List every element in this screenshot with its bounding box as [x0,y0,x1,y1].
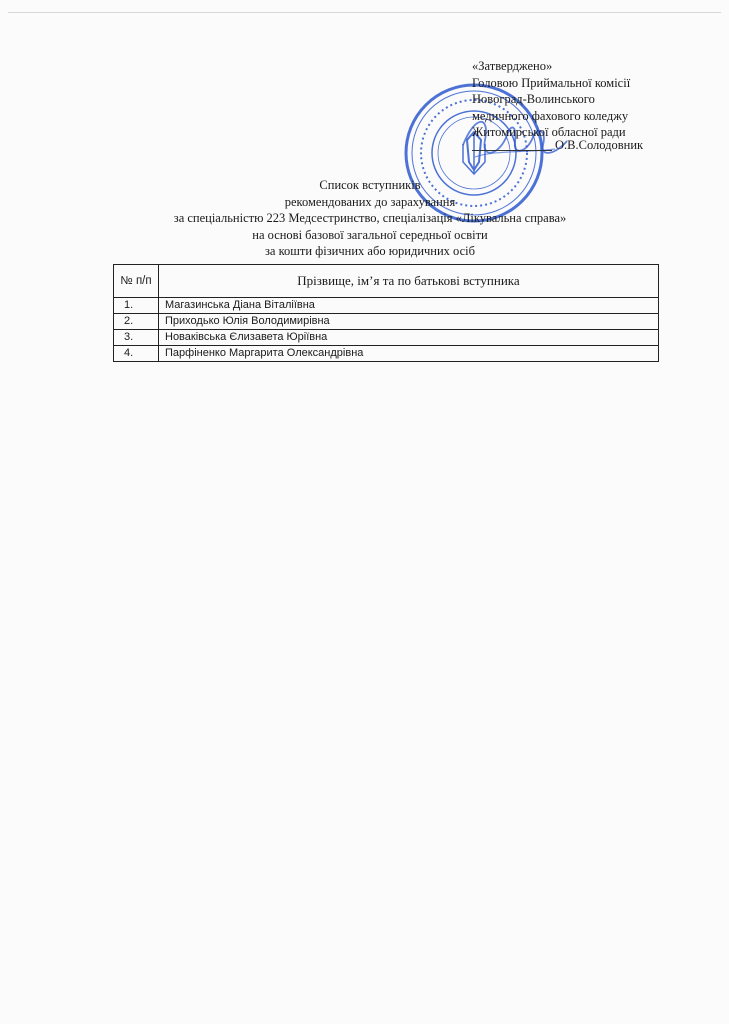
approval-line: Головою Приймальної комісії [472,75,631,90]
row-number: 2. [114,314,159,330]
title-line: за кошти фізичних або юридичних осіб [264,244,476,258]
table-header-row [114,265,659,298]
row-number: 4. [114,346,159,362]
applicants-table [113,264,659,362]
row-number: 1. [114,298,159,314]
approval-line: Житомирської обласної ради [472,125,626,139]
table-row [114,346,659,362]
approval-line: медичного фахового коледжу [472,108,629,123]
title-line: за спеціальністю 223 Медсестринство, спеціалізація «Лікувальна справа» [173,211,567,225]
title-line: рекомендованих до зарахування [284,194,456,209]
approval-line: Новоград-Волинського [472,92,595,106]
approval-block [472,58,630,141]
table-row [114,314,659,330]
header-number: № п/п [114,265,159,298]
document-title [140,177,600,260]
approval-line: «Затверджено» [472,59,553,73]
signer-name: О.В.Солодовник [555,138,644,152]
row-name: Магазинська Діана Віталіївна [159,298,659,314]
title-line: Список вступників [319,178,421,192]
signature-line [472,150,552,151]
table-row [114,330,659,346]
row-number: 3. [114,330,159,346]
row-name: Парфіненко Маргарита Олександрівна [159,346,659,362]
scan-edge-line [8,12,721,13]
row-name: Новаківська Єлизавета Юріївна [159,330,659,346]
table-row [114,298,659,314]
row-name: Приходько Юлія Володимирівна [159,314,659,330]
title-line: на основі базової загальної середньої освіти [252,227,488,242]
header-name: Прізвище, ім’я та по батькові вступника [159,265,659,298]
